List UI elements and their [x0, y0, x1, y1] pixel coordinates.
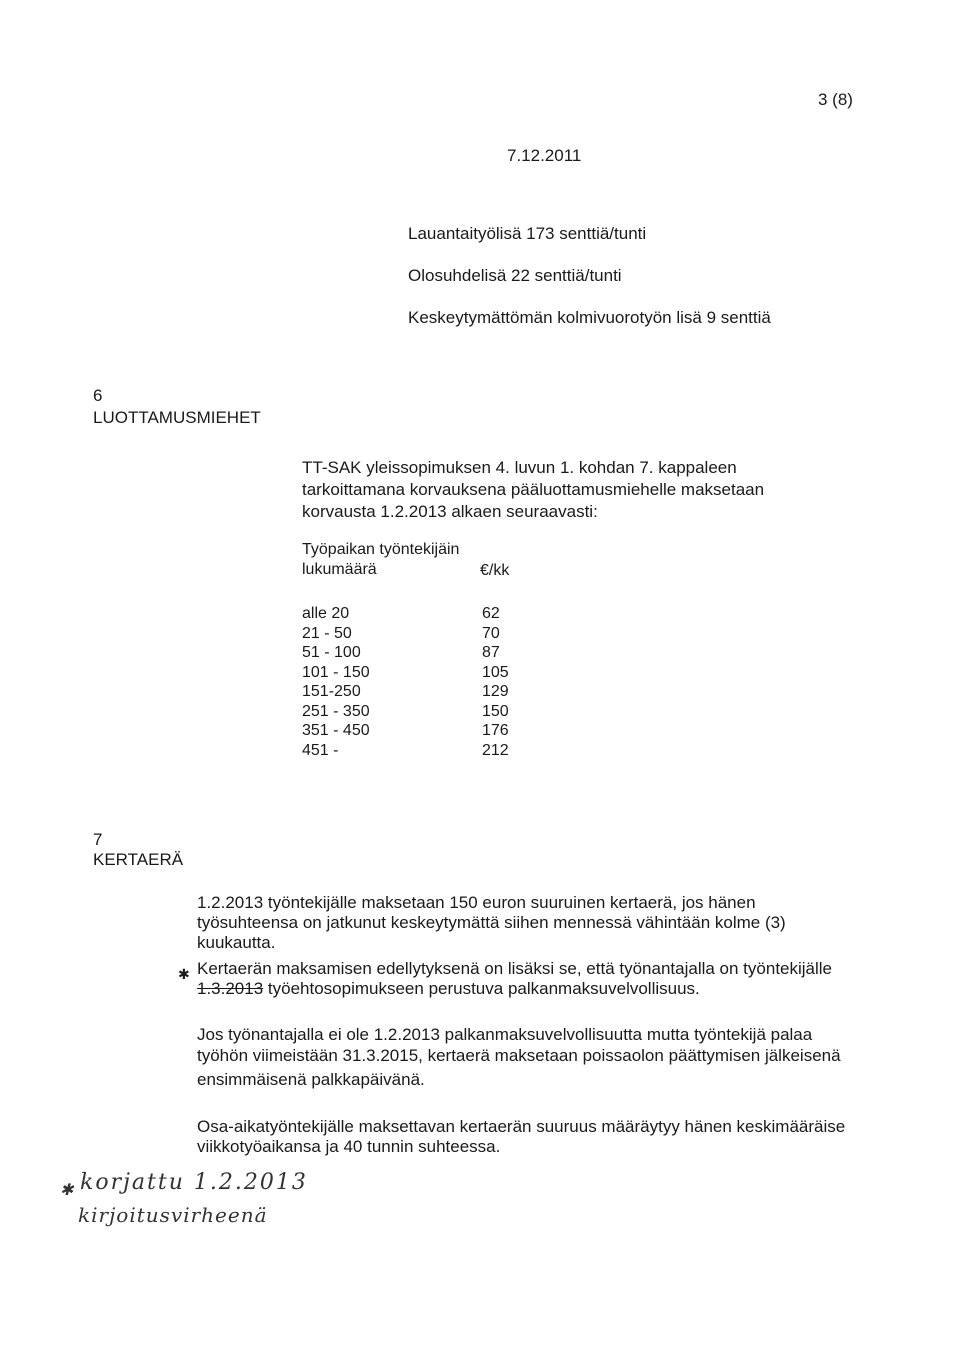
- row-range: 451 -: [302, 741, 339, 759]
- row-amount: 70: [482, 624, 500, 642]
- row-amount: 87: [482, 644, 500, 661]
- section7-number: 7: [93, 830, 103, 849]
- table-row: [302, 643, 562, 663]
- row-range: 351 - 450: [302, 722, 370, 739]
- row-amount: 62: [482, 605, 500, 622]
- compensation-table: [302, 604, 562, 760]
- table-row: [302, 604, 562, 624]
- handwritten-note-line2: kirjoitusvirheenä: [78, 1203, 268, 1227]
- document-date: 7.12.2011: [507, 146, 582, 165]
- section6-title: LUOTTAMUSMIEHET: [93, 408, 261, 427]
- section7-para2: [197, 959, 832, 999]
- section7-para3: [197, 1024, 841, 1090]
- table-header-col1: [302, 540, 459, 580]
- section6-intro-line: TT-SAK yleissopimuksen 4. luvun 1. kohdan 7. kappaleen: [302, 458, 737, 477]
- row-range: 21 - 50: [302, 624, 352, 642]
- handwritten-star: ✱: [60, 1180, 74, 1199]
- struck-date: 1.3.2013: [197, 979, 264, 998]
- table-row: [302, 624, 562, 644]
- table-header-col1-line1: Työpaikan työntekijäin: [302, 541, 460, 558]
- allowance-three-shift: Keskeytymättömän kolmivuorotyön lisä 9 senttiä: [408, 308, 771, 327]
- section6-intro-line: korvausta 1.2.2013 alkaen seuraavasti:: [302, 502, 598, 521]
- row-amount: 150: [482, 702, 509, 720]
- section6-number: 6: [93, 386, 103, 405]
- para-line: Osa-aikatyöntekijälle maksettavan kertaerän suuruus määräytyy hänen keskimääräise: [197, 1117, 846, 1136]
- allowance-conditions: Olosuhdelisä 22 senttiä/tunti: [408, 266, 622, 285]
- table-row: [302, 702, 562, 722]
- row-amount: 176: [482, 722, 509, 739]
- row-range: 251 - 350: [302, 702, 370, 720]
- table-row: [302, 721, 562, 741]
- section7-title: KERTAERÄ: [93, 850, 184, 869]
- para-line: [197, 979, 832, 999]
- para-line: Kertaerän maksamisen edellytyksenä on lisäksi se, että työnantajalla on työntekijälle: [197, 959, 833, 978]
- allowance-saturday: Lauantaityölisä 173 senttiä/tunti: [408, 224, 647, 243]
- page-number: 3 (8): [818, 90, 853, 109]
- section6-intro: [302, 458, 764, 522]
- para-line: Jos työnantajalla ei ole 1.2.2013 palkanmaksuvelvollisuutta mutta työntekijä palaa: [197, 1025, 813, 1044]
- row-amount: 212: [482, 741, 509, 759]
- row-amount: 129: [482, 683, 509, 700]
- para-line: ensimmäisenä palkkapäivänä.: [197, 1070, 425, 1089]
- para-line-rest: työehtosopimukseen perustuva palkanmaksuvelvollisuus.: [263, 979, 700, 998]
- table-row: [302, 682, 562, 702]
- section7-para4: [197, 1117, 845, 1157]
- row-range: 101 - 150: [302, 663, 370, 681]
- row-range: 51 - 100: [302, 644, 361, 661]
- para-line: 1.2.2013 työntekijälle maksetaan 150 euron suuruinen kertaerä, jos hänen: [197, 893, 756, 912]
- table-row: [302, 663, 562, 683]
- table-header-col2: €/kk: [480, 562, 510, 579]
- row-amount: 105: [482, 663, 509, 681]
- asterisk-mark: ✱: [178, 966, 190, 982]
- table-row: [302, 741, 562, 761]
- para-line: viikkotyöaikansa ja 40 tunnin suhteessa.: [197, 1137, 501, 1156]
- section6-intro-line: tarkoittamana korvauksena pääluottamusmiehelle maksetaan: [302, 480, 765, 499]
- para-line: työsuhteensa on jatkunut keskeytymättä siihen mennessä vähintään kolme (3): [197, 913, 786, 932]
- para-line: työhön viimeistään 31.3.2015, kertaerä maksetaan poissaolon päättymisen jälkeisenä: [197, 1046, 841, 1065]
- handwritten-note-line1: korjattu 1.2.2013: [80, 1170, 308, 1195]
- row-range: alle 20: [302, 605, 350, 622]
- table-header-col1-line2: lukumäärä: [302, 561, 377, 578]
- para-line: kuukautta.: [197, 933, 276, 952]
- section7-para1: [197, 893, 786, 953]
- row-range: 151-250: [302, 683, 361, 700]
